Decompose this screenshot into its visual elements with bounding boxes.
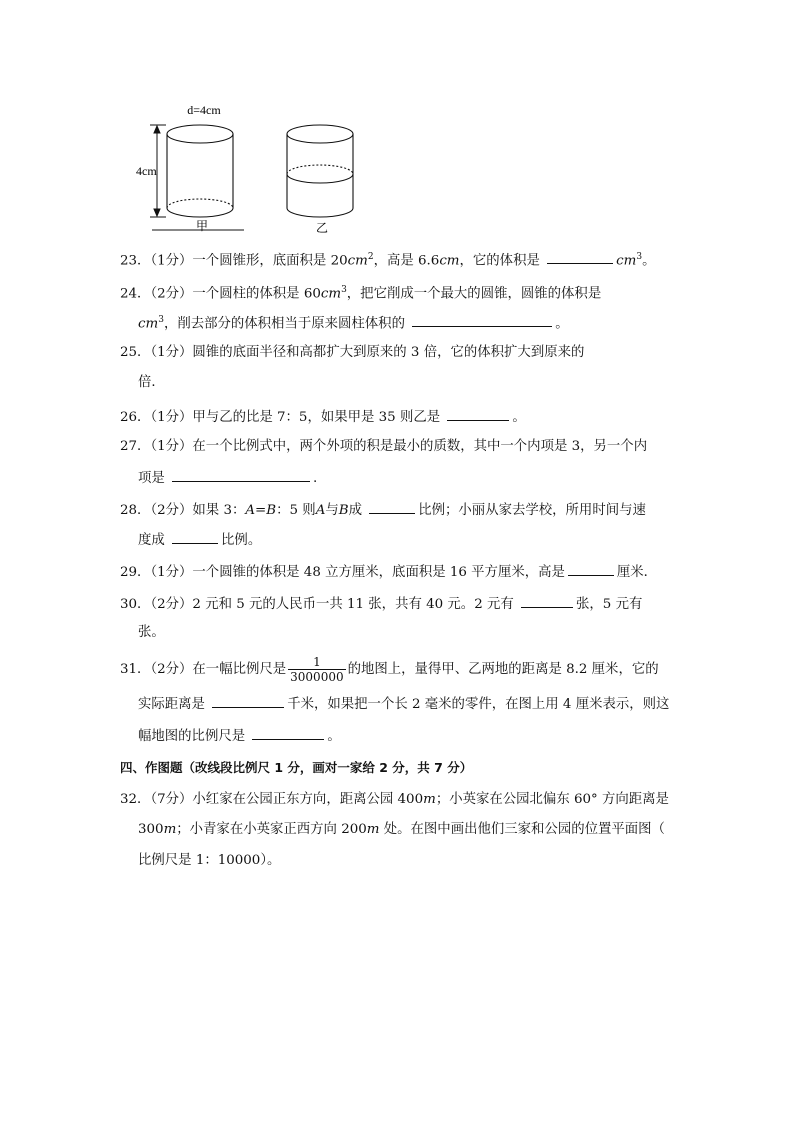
question-24-line2: $cm^3$，削去部分的体积相当于原来圆柱体积的 。 <box>138 310 569 334</box>
answer-blank[interactable] <box>252 725 324 740</box>
question-27-line1: 27．（1分）在一个比例式中，两个外项的积是最小的质数，其中一个内项是 3，另一个内 <box>120 439 648 454</box>
question-32-line3: 比例尺是 1：10000）。 <box>138 853 281 868</box>
question-31-line1: 31．（2分）在一幅比例尺是 $\frac{1}{3000000}$ 的地图上，量得甲、乙两地的距离是 8.2 厘米，它的 <box>120 655 659 684</box>
answer-blank[interactable] <box>447 406 509 421</box>
section-4-title: 四、作图题（改线段比例尺 1 分，画对一家给 2 分，共 7 分） <box>120 760 473 775</box>
answer-blank[interactable] <box>547 249 613 264</box>
question-24-line1: 24．（2分）一个圆柱的体积是 $60cm^3$，把它削成一个最大的圆锥，圆锥的体积是 <box>120 285 602 302</box>
question-31-line3: 幅地图的比例尺是 。 <box>138 725 341 747</box>
cylinder-yi <box>287 125 353 217</box>
question-28-line1: 28．（2分）如果 3：A=B：5 则A与B成 比例；小丽从家去学校，所用时间与速 <box>120 499 646 521</box>
label-yi: 乙 <box>316 221 329 235</box>
height-label: 4cm <box>136 164 157 178</box>
answer-blank[interactable] <box>412 312 552 327</box>
question-25-line1: 25．（1分）圆锥的底面半径和高都扩大到原来的 3 倍，它的体积扩大到原来的 <box>120 345 585 360</box>
scale-fraction: $\frac{1}{3000000}$ <box>290 655 344 684</box>
answer-blank[interactable] <box>568 561 614 576</box>
cylinder-jia <box>167 125 233 217</box>
question-23: 23．（1分）一个圆锥形，底面积是 $20cm^2$，高是 6.6cm，它的体积是 $cm^3$。 <box>120 247 655 271</box>
question-29: 29．（1分）一个圆锥的体积是 48 立方厘米，底面积是 16 平方厘米，高是 厘米． <box>120 561 657 583</box>
label-jia: 甲 <box>196 219 209 233</box>
cylinders-drawing <box>132 100 392 240</box>
question-30-line2: 张。 <box>138 625 165 640</box>
answer-blank[interactable] <box>212 693 284 708</box>
question-26: 26．（1分）甲与乙的比是 7：5，如果甲是 35 则乙是 。 <box>120 406 526 428</box>
question-30-line1: 30．（2分）2 元和 5 元的人民币一共 11 张，共有 40 元。2 元有 张，5 元有 <box>120 593 642 615</box>
question-25-line2: 倍． <box>138 375 165 390</box>
question-31-line2: 实际距离是 千米，如果把一个长 2 毫米的零件，在图上用 4 厘米表示，则这 <box>138 693 669 715</box>
answer-blank[interactable] <box>172 467 310 482</box>
answer-blank[interactable] <box>172 529 218 544</box>
question-32-line2: 300m；小青家在小英家正西方向 200m 处。在图中画出他们三家和公园的位置平面图（ <box>138 822 665 837</box>
question-27-line2: 项是 . <box>138 467 317 489</box>
cylinder-figure <box>132 100 392 240</box>
question-32-line1: 32．（7分）小红家在公园正东方向，距离公园 400m；小英家在公园北偏东 60° 方向距离是 <box>120 792 669 807</box>
answer-blank[interactable] <box>521 593 573 608</box>
question-28-line2: 度成 比例。 <box>138 529 261 551</box>
diameter-label: d=4cm <box>187 103 221 117</box>
answer-blank[interactable] <box>369 499 415 514</box>
